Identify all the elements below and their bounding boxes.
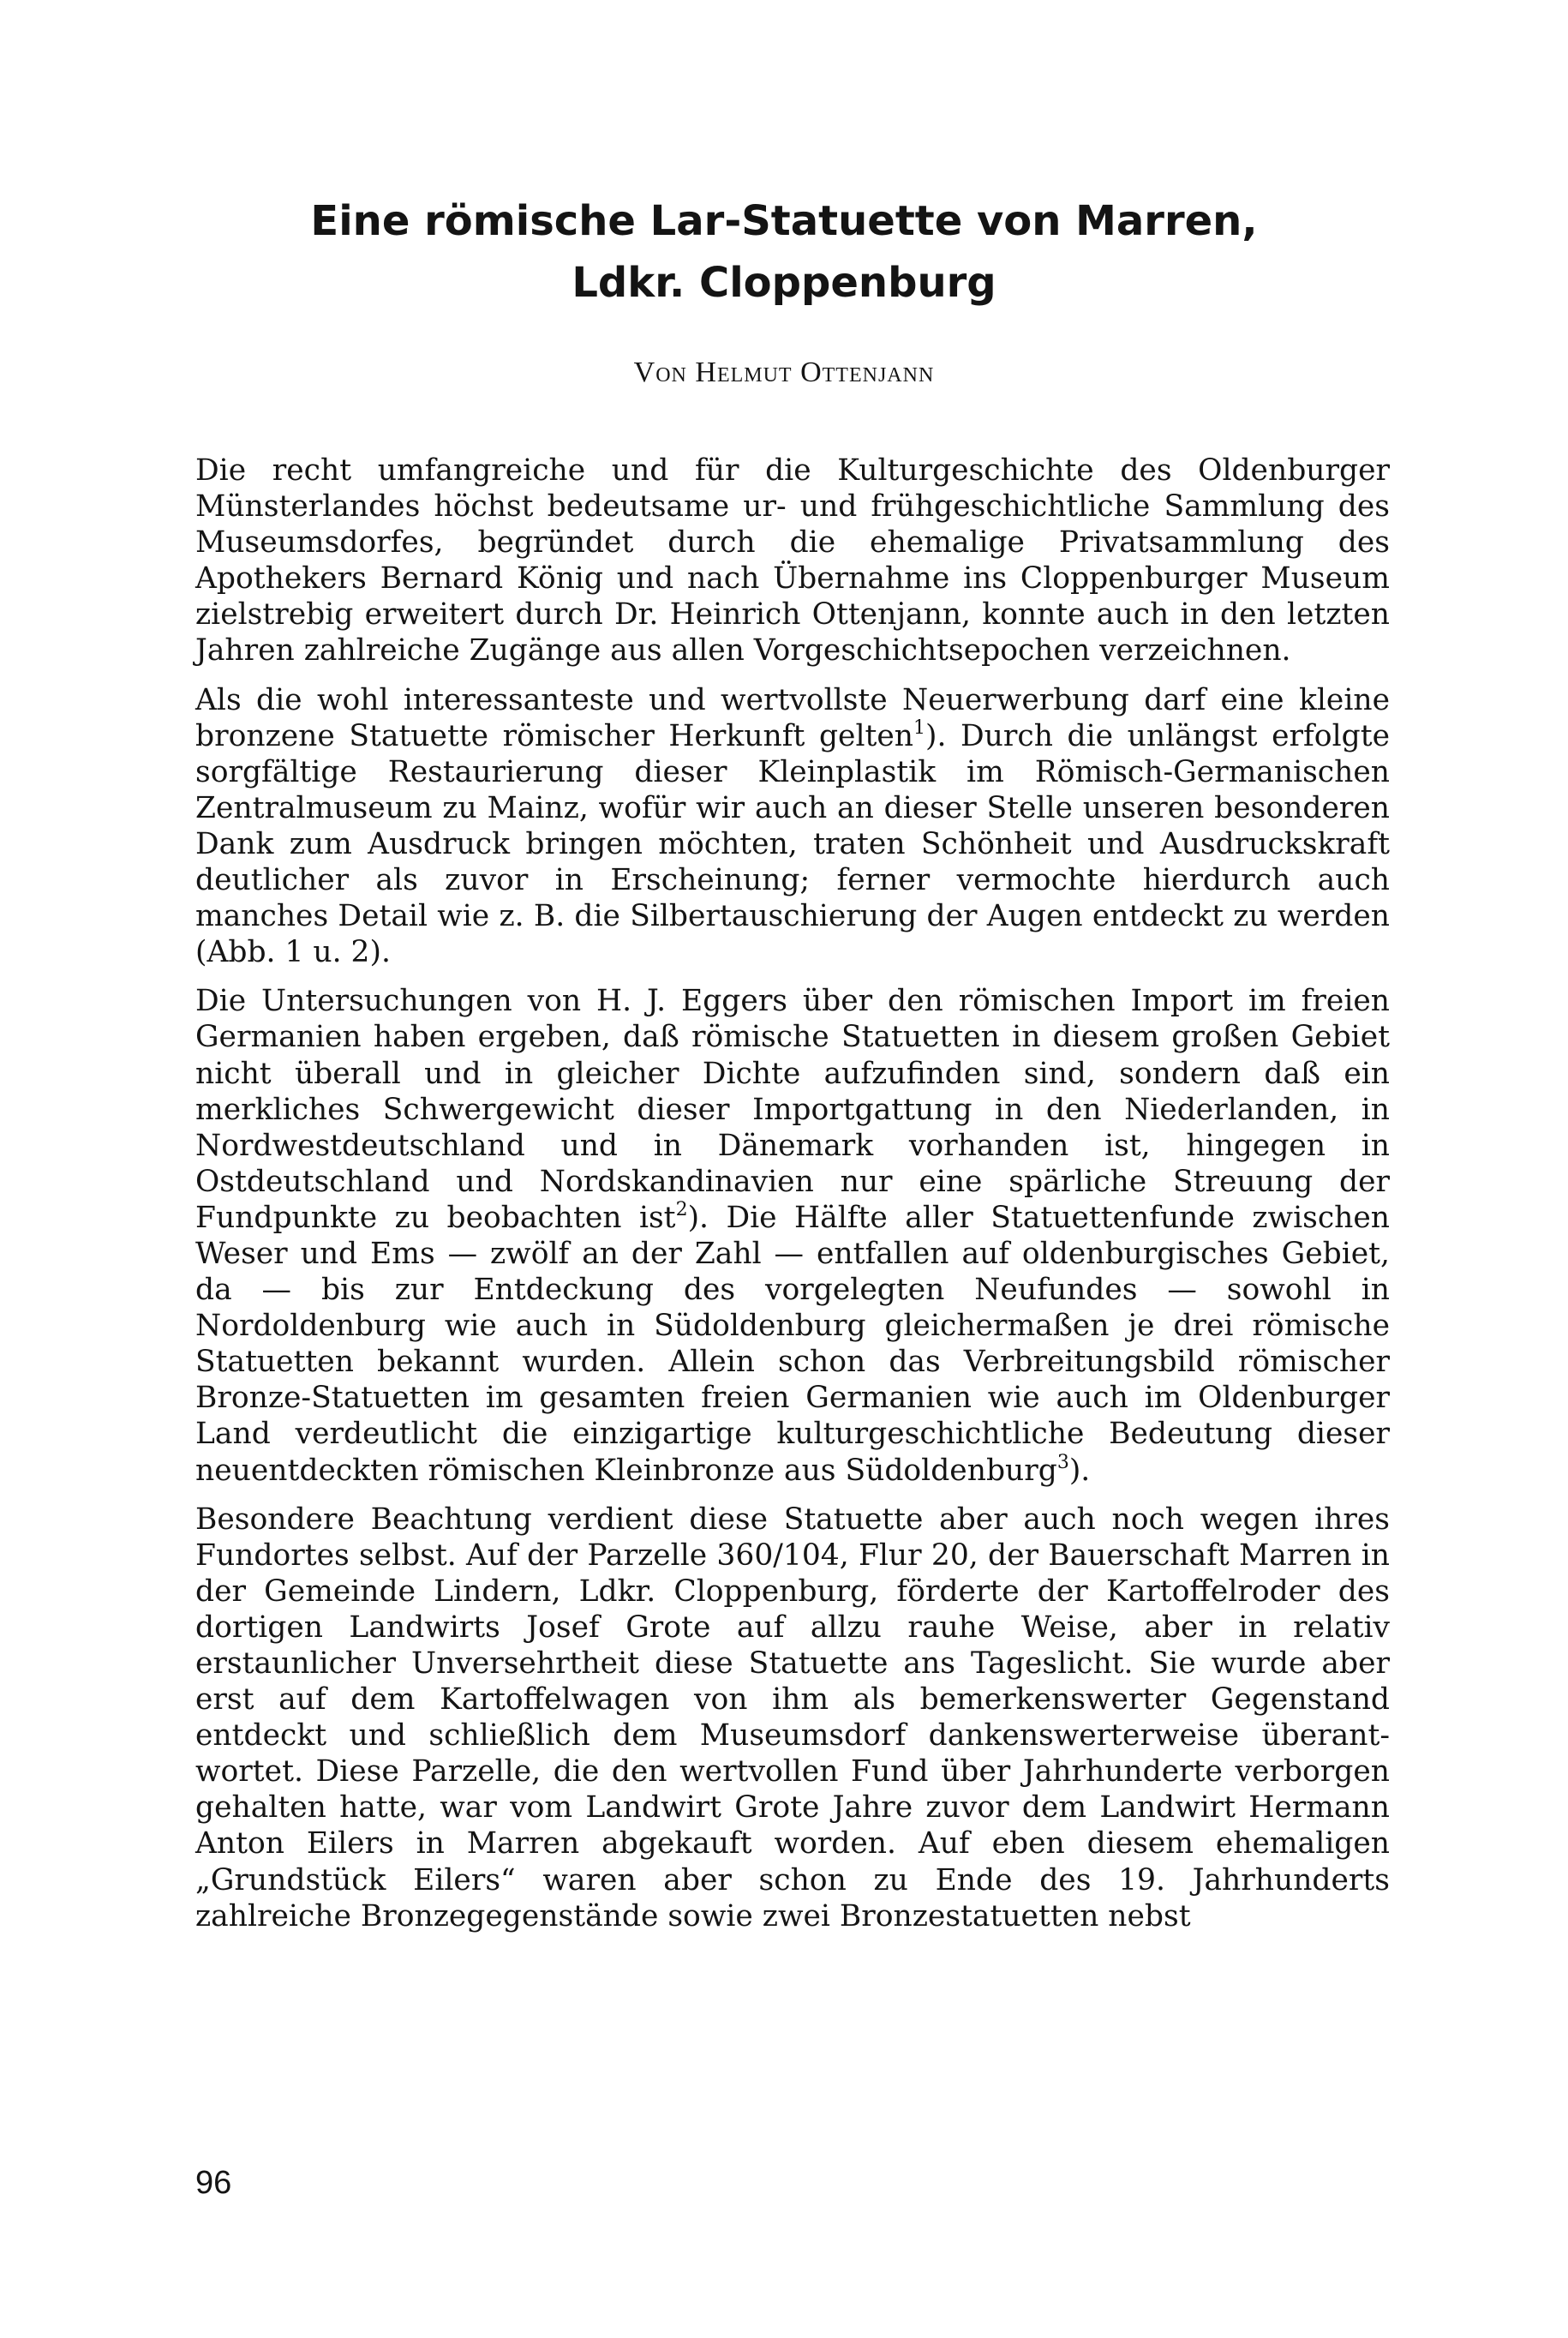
author-byline: Von Helmut Ottenjann xyxy=(633,357,935,388)
paragraph-2 xyxy=(195,682,1390,971)
paragraph-4: Besondere Beachtung verdient diese Statuette aber auch noch wegen ihres Fundortes selbst. Auf der Parzelle 360/104, Flur 20, der Bauerschaft Marren in der Gemeinde Lindern, Ldkr. Cloppenburg, förderte der Kartoffelroder des dortigen Landwirts Josef Grote auf allzu rauhe Weise, aber in relativ erstaunlicher Unversehrtheit diese Statuette ans Tageslicht. Sie wurde aber erst auf dem Kartoffelwagen von ihm als bemerkenswerter Gegenstand entdeckt und schließlich dem Museumsdorf dankenswerterweise überantwortet. Diese Parzelle, die den wertvollen Fund über Jahrhunderte verborgen gehalten hatte, war vom Landwirt Grote Jahre zuvor dem Landwirt Hermann Anton Eilers in Marren abgekauft worden. Auf eben diesem ehemaligen „Grundstück Eilers“ waren aber schon zu Ende des 19. Jahrhunderts zahlreiche Bronzegegenstände sowie zwei Bronzestatuetten nebst xyxy=(195,1502,1390,1933)
article-body xyxy=(195,453,1390,1947)
paragraph-1: Die recht umfangreiche und für die Kulturgeschichte des Oldenburger Münsterlandes höchst bedeutsame ur- und frühgeschichtliche Sammlung des Museumsdorfes, begründet durch die ehemalige Privatsammlung des Apothekers Bernard König und nach Übernahme ins Cloppenburger Museum zielstrebig erweitert durch Dr. Heinrich Ottenjann, konnte auch in den letzten Jahren zahlreiche Zugänge aus allen Vorgeschichtsepochen verzeichnen. xyxy=(195,453,1390,668)
paragraph-3-text-c: ). xyxy=(1068,1453,1091,1488)
footnote-ref-3: 3 xyxy=(1056,1451,1069,1473)
footnote-ref-2: 2 xyxy=(675,1198,688,1220)
page-number: 96 xyxy=(195,2165,232,2201)
paragraph-3-text-a: Die Untersuchungen von H. J. Eggers über den römischen Import im freien Germanien haben ergeben, daß römische Statuetten in diesem großen Gebiet nicht überall und in gleicher Dichte aufzufinden sind, sondern daß ein merkliches Schwergewicht dieser Importgattung in den Niederlanden, in Nordwestdeutschland und in Dänemark vorhanden ist, hingegen in Ostdeutschland und Nordskandinavien nur eine spärliche Streuung der Fundpunkte zu beobachten ist xyxy=(195,984,1390,1235)
paragraph-2-text-b: ). Durch die unlängst erfolgte sorgfältige Restaurierung dieser Kleinplastik im Römisch-Germanischen Zentralmuseum zu Mainz, wofür wir auch an dieser Stelle unseren besonderen Dank zum Ausdruck bringen möchten, traten Schönheit und Ausdruckskraft deutlicher als zuvor in Erscheinung; ferner vermochte hierdurch auch manches Detail wie z. B. die Silbertauschierung der Augen entdeckt zu werden (Abb. 1 u. 2). xyxy=(195,718,1390,970)
paragraph-3 xyxy=(195,983,1390,1488)
paragraph-3-text-b: ). Die Hälfte aller Statuettenfunde zwischen Weser und Ems — zwölf an der Zahl — entfallen auf oldenburgisches Gebiet, da — bis zur Entdeckung des vorgelegten Neufundes — sowohl in Nordoldenburg wie auch in Südoldenburg gleichermaßen je drei römische Statuetten bekannt wurden. Allein schon das Verbreitungsbild römischer Bronze-Statuetten im gesamten freien Germanien wie auch im Oldenburger Land verdeutlicht die einzigartige kulturgeschichtliche Bedeutung dieser neuentdeckten römischen Kleinbronze aus Südoldenburg xyxy=(195,1200,1391,1488)
article-title-line-2: Ldkr. Cloppenburg xyxy=(572,259,996,307)
article-title-line-1: Eine römische Lar-Statuette von Marren, xyxy=(310,197,1258,245)
paragraph-2-text-a: Als die wohl interessanteste und wertvollste Neuerwerbung darf eine kleine bronzene Statuette römischer Herkunft gelten xyxy=(195,682,1390,753)
footnote-ref-1: 1 xyxy=(913,716,926,739)
